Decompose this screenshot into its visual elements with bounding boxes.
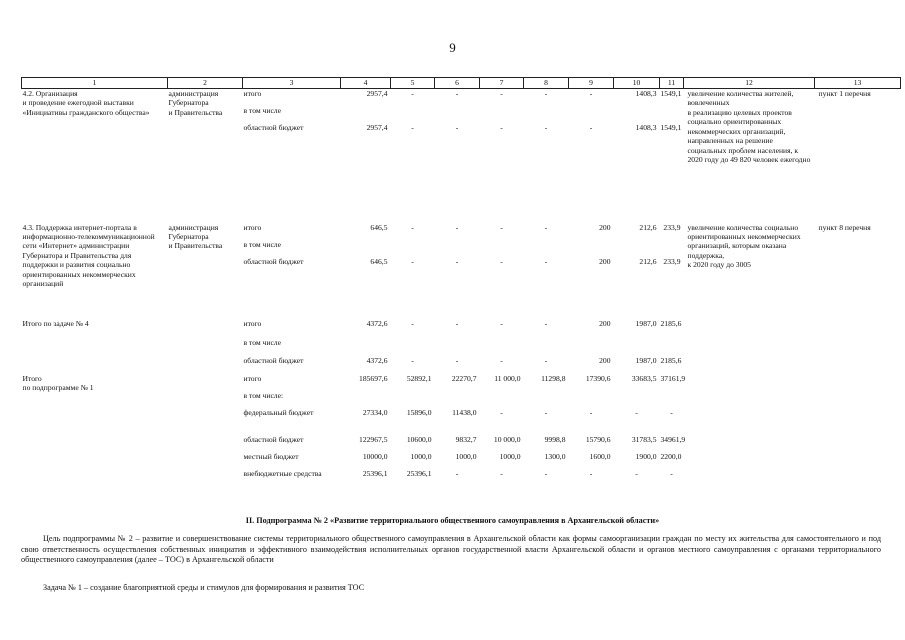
funding-value bbox=[570, 240, 613, 257]
row-indicator: увеличение количества жителей, вовлеченных в реализацию целевых проектов социально ориентированных некоммерческих организаций, направленных на решение социальных проблем населения, к 2020 году до 49 820 человек ежегодно bbox=[687, 89, 811, 165]
funding-value: - bbox=[500, 89, 503, 98]
funding-value: 37161,9 bbox=[660, 373, 686, 383]
column-header: 12 bbox=[684, 78, 815, 89]
funding-value: - bbox=[544, 123, 548, 132]
funding-value: - bbox=[455, 468, 459, 478]
table-row bbox=[22, 374, 901, 502]
funding-value: - bbox=[455, 222, 459, 232]
funding-value: - bbox=[455, 256, 459, 266]
funding-value: - bbox=[544, 89, 548, 98]
funding-source-label: в том числе bbox=[243, 239, 281, 249]
funding-value: 1600,0 bbox=[589, 451, 611, 461]
funding-value: 2957,4 bbox=[366, 89, 388, 98]
funding-value: 10600,0 bbox=[406, 434, 432, 444]
funding-value: 200 bbox=[599, 355, 611, 365]
funding-value: 1000,0 bbox=[499, 451, 521, 461]
funding-value bbox=[481, 106, 523, 123]
funding-value: 31783,5 bbox=[631, 434, 657, 444]
column-header: 8 bbox=[524, 78, 569, 89]
funding-value: - bbox=[589, 468, 593, 478]
funding-value: - bbox=[411, 256, 414, 266]
funding-value: 1549,1 bbox=[660, 89, 682, 98]
funding-value: 25396,1 bbox=[362, 468, 388, 478]
funding-value: - bbox=[544, 407, 548, 417]
funding-value: 17390,6 bbox=[585, 373, 611, 383]
funding-value: - bbox=[589, 123, 593, 132]
funding-value: 1000,0 bbox=[455, 451, 477, 461]
funding-value bbox=[392, 391, 434, 408]
column-header: 7 bbox=[480, 78, 524, 89]
funding-value bbox=[342, 338, 390, 356]
funding-value: 200 bbox=[599, 256, 611, 266]
funding-value: 1987,0 bbox=[635, 318, 657, 328]
column-header: 5 bbox=[391, 78, 435, 89]
funding-value: 1900,0 bbox=[635, 451, 657, 461]
funding-value: - bbox=[670, 468, 673, 478]
budget-table bbox=[21, 77, 901, 502]
funding-value: - bbox=[589, 407, 593, 417]
funding-value bbox=[436, 391, 479, 408]
funding-value: 185697,6 bbox=[359, 373, 388, 383]
funding-value bbox=[436, 338, 479, 356]
funding-value: - bbox=[411, 89, 414, 98]
funding-value bbox=[481, 391, 523, 408]
funding-value: - bbox=[455, 123, 459, 132]
funding-value: - bbox=[500, 256, 503, 266]
funding-value: 9832,7 bbox=[455, 434, 477, 444]
funding-value: - bbox=[544, 468, 548, 478]
funding-value: 122967,5 bbox=[359, 434, 388, 444]
funding-value: 200 bbox=[599, 318, 611, 328]
funding-source-label: областной бюджет bbox=[243, 355, 304, 365]
row-activity: Итого по подпрограмме № 1 bbox=[22, 373, 94, 392]
funding-value bbox=[481, 240, 523, 257]
funding-value: 11298,8 bbox=[541, 373, 566, 383]
funding-value bbox=[525, 240, 568, 257]
table-row bbox=[22, 319, 901, 374]
funding-value: 1408,3 bbox=[635, 89, 657, 98]
funding-value: 22270,7 bbox=[451, 373, 477, 383]
funding-value bbox=[436, 106, 479, 123]
funding-value: 233,9 bbox=[663, 256, 681, 266]
funding-value bbox=[342, 106, 390, 123]
funding-value bbox=[570, 106, 613, 123]
funding-value: 4372,6 bbox=[366, 355, 388, 365]
paragraph-goal: Цель подпрограммы № 2 – развитие и совершенствование системы территориального общественного самоуправления в Архангельской области как формы самоорганизации граждан по месту их жительства для самостоятельного и под свою ответственность осуществления собственных инициатив и эффективного взаимодействия исполнительных органов государственной власти Архангельской области и органов местного самоуправления с органами территориального общественного самоуправления (далее – ТОС) в Архангельской области bbox=[21, 534, 881, 565]
funding-value bbox=[570, 391, 613, 408]
funding-value: - bbox=[411, 222, 414, 232]
funding-source-label: итого bbox=[243, 222, 262, 232]
table-header-row bbox=[22, 78, 901, 89]
funding-source-label: федеральный бюджет bbox=[243, 407, 314, 417]
column-header: 3 bbox=[243, 78, 341, 89]
funding-value: - bbox=[635, 407, 638, 417]
funding-value: 11438,0 bbox=[452, 407, 477, 417]
funding-value bbox=[661, 391, 683, 408]
column-header: 13 bbox=[815, 78, 901, 89]
funding-value: 212,6 bbox=[639, 256, 657, 266]
funding-value: 10 000,0 bbox=[493, 434, 521, 444]
funding-value bbox=[342, 391, 390, 408]
column-header: 11 bbox=[660, 78, 684, 89]
funding-value: 1300,0 bbox=[544, 451, 566, 461]
row-reference: пункт 1 перечня bbox=[818, 89, 871, 98]
row-activity: Итого по задаче № 4 bbox=[22, 318, 89, 328]
funding-value bbox=[615, 391, 659, 408]
funding-value: 10000,0 bbox=[362, 451, 388, 461]
column-header: 2 bbox=[168, 78, 243, 89]
funding-value: 27334,0 bbox=[362, 407, 388, 417]
funding-value: - bbox=[500, 355, 503, 365]
funding-value bbox=[436, 240, 479, 257]
funding-value: - bbox=[500, 318, 503, 328]
funding-source-label: итого bbox=[243, 318, 262, 328]
funding-value: 2957,4 bbox=[366, 123, 388, 132]
funding-value bbox=[615, 240, 659, 257]
funding-value: 15790,6 bbox=[585, 434, 611, 444]
funding-value: 200 bbox=[599, 222, 611, 232]
funding-value: - bbox=[589, 89, 593, 98]
funding-value bbox=[392, 106, 434, 123]
funding-source-label: в том числе: bbox=[243, 390, 284, 400]
funding-value: 1549,1 bbox=[660, 123, 682, 132]
funding-value: - bbox=[500, 468, 503, 478]
column-header: 4 bbox=[341, 78, 391, 89]
funding-value bbox=[525, 106, 568, 123]
funding-value: - bbox=[635, 468, 638, 478]
funding-value: 2185,6 bbox=[660, 355, 682, 365]
funding-source-label: внебюджетные средства bbox=[243, 468, 322, 478]
funding-value bbox=[570, 338, 613, 356]
funding-value: 1987,0 bbox=[635, 355, 657, 365]
funding-value: - bbox=[544, 256, 548, 266]
funding-value: 52892,1 bbox=[406, 373, 432, 383]
funding-value: 233,9 bbox=[663, 222, 681, 232]
column-header: 1 bbox=[22, 78, 168, 89]
column-header: 9 bbox=[569, 78, 614, 89]
funding-source-label: итого bbox=[243, 373, 262, 383]
funding-value: - bbox=[455, 318, 459, 328]
row-executor: администрация Губернатора и Правительства bbox=[168, 89, 223, 117]
row-activity: 4.2. Организация и проведение ежегодной выставки «Инициативы гражданского общества» bbox=[22, 89, 150, 117]
funding-value: 646,5 bbox=[370, 256, 388, 266]
funding-value: - bbox=[544, 355, 548, 365]
funding-value: 34961,9 bbox=[660, 434, 686, 444]
funding-value: - bbox=[500, 123, 503, 132]
page-number: 9 bbox=[449, 40, 456, 55]
funding-value: - bbox=[500, 222, 503, 232]
funding-value: - bbox=[411, 355, 414, 365]
funding-source-label: областной бюджет bbox=[243, 256, 304, 266]
funding-value: - bbox=[500, 407, 503, 417]
paragraph-task: Задача № 1 – создание благоприятной среды и стимулов для формирования и развития ТОС bbox=[43, 583, 365, 592]
funding-value: - bbox=[544, 318, 548, 328]
funding-value: 2200,0 bbox=[660, 451, 682, 461]
funding-source-label: областной бюджет bbox=[243, 123, 304, 132]
funding-value bbox=[525, 391, 568, 408]
funding-value: 1408,3 bbox=[635, 123, 657, 132]
table-row bbox=[22, 89, 901, 223]
funding-value: - bbox=[411, 318, 414, 328]
row-activity: 4.3. Поддержка интернет-портала в информационно-телекоммуникационной сети «Интернет» администрации Губернатора и Правительства для поддержки и развития социально ориентированных некоммерческих организаций bbox=[22, 222, 155, 289]
funding-value bbox=[661, 240, 683, 257]
funding-value bbox=[615, 338, 659, 356]
row-indicator: увеличение количества социально ориентированных некоммерческих организаций, которым оказана поддержка, к 2020 году до 3005 bbox=[687, 222, 801, 270]
funding-source-label: в том числе bbox=[243, 337, 281, 347]
row-reference: пункт 8 перечня bbox=[818, 222, 871, 232]
funding-value: 646,5 bbox=[370, 222, 388, 232]
column-header: 6 bbox=[435, 78, 480, 89]
funding-value bbox=[342, 240, 390, 257]
funding-source-label: в том числе bbox=[243, 106, 281, 115]
funding-value bbox=[392, 240, 434, 257]
funding-value: 33683,5 bbox=[631, 373, 657, 383]
table-row bbox=[22, 223, 901, 319]
row-executor: администрация Губернатора и Правительства bbox=[168, 222, 223, 251]
funding-value bbox=[661, 338, 683, 356]
funding-value: 212,6 bbox=[639, 222, 657, 232]
funding-value: 11 000,0 bbox=[494, 373, 521, 383]
funding-value: - bbox=[670, 407, 673, 417]
funding-value: 1000,0 bbox=[410, 451, 432, 461]
funding-value: 9998,8 bbox=[544, 434, 566, 444]
funding-value: - bbox=[455, 89, 459, 98]
funding-value: 4372,6 bbox=[366, 318, 388, 328]
column-header: 10 bbox=[614, 78, 660, 89]
funding-value: - bbox=[411, 123, 414, 132]
funding-source-label: местный бюджет bbox=[243, 451, 299, 461]
funding-value: - bbox=[455, 355, 459, 365]
funding-value bbox=[481, 338, 523, 356]
funding-source-label: областной бюджет bbox=[243, 434, 304, 444]
funding-value bbox=[392, 338, 434, 356]
funding-source-label: итого bbox=[243, 89, 262, 98]
funding-value bbox=[615, 106, 659, 123]
funding-value bbox=[525, 338, 568, 356]
funding-value bbox=[661, 106, 683, 123]
funding-value: 2185,6 bbox=[660, 318, 682, 328]
funding-value: 15896,0 bbox=[406, 407, 432, 417]
funding-value: - bbox=[544, 222, 548, 232]
section-heading: II. Подпрограмма № 2 «Развитие территориального общественного самоуправления в Архангельской области» bbox=[245, 516, 660, 525]
funding-value: 25396,1 bbox=[406, 468, 432, 478]
